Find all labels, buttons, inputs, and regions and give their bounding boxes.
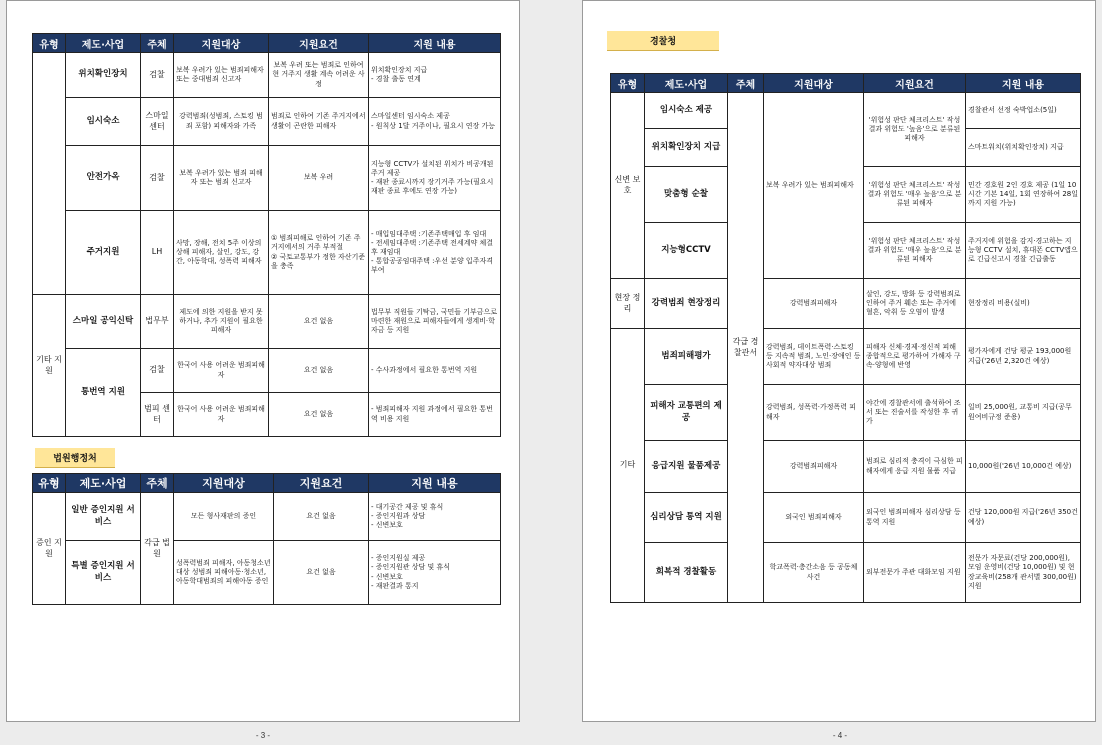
type-cell: 기타 — [611, 329, 645, 603]
header-content: 지원 내용 — [369, 474, 501, 493]
target-cell: 강력범죄피해자 — [764, 441, 864, 493]
requirement-cell: 요건 없음 — [274, 541, 369, 605]
target-cell: 외국인 범죄피해자 — [764, 493, 864, 543]
target-cell: 강력범죄, 데이트폭력·스토킹 등 지속적 범죄, 노인·장애인 등 사회적 약자대상 범죄 — [764, 329, 864, 385]
content-line: - 증인지원관 상담 및 휴식 — [371, 563, 451, 572]
table-row — [33, 146, 501, 211]
content-cell — [369, 53, 501, 98]
program-name: 응급지원 물품제공 — [645, 441, 728, 493]
content-line: - 증인지원실 제공 — [371, 554, 426, 563]
org-cell: 각급 법원 — [141, 493, 174, 605]
org-cell: 각급 경찰관서 — [728, 93, 764, 603]
target-cell: 성폭력범죄 피해자, 아동청소년 대상 성범죄 피해아동·청소년, 아동학대범죄의 피해아동 증인 — [174, 541, 274, 605]
header-requirement: 지원요건 — [864, 74, 966, 93]
program-name: 맞춤형 순찰 — [645, 167, 728, 223]
target-cell: 사망, 장해, 전치 5주 이상의 상해 피해자, 살인, 강도, 강간, 아동학대, 성폭력 피해자 — [174, 211, 269, 295]
program-name: 주거지원 — [66, 211, 141, 295]
table-header-row — [33, 34, 501, 53]
table-row — [611, 543, 1081, 603]
content-cell: - 범죄피해자 지원 과정에서 필요한 통번역 비용 지원 — [369, 393, 501, 437]
type-cell: 신변 보호 — [611, 93, 645, 279]
table-row — [33, 53, 501, 98]
program-name: 강력범죄 현장정리 — [645, 279, 728, 329]
content-cell — [369, 493, 501, 541]
content-line: - 재판결과 통지 — [371, 581, 419, 590]
content-line: - 신변보호 — [371, 572, 403, 581]
target-cell: 한국어 사용 어려운 범죄피해자 — [174, 393, 269, 437]
content-line: 위치확인장치 지급 — [371, 65, 428, 74]
requirement-cell: 야간에 경찰관서에 출석하여 조서 또는 진술서를 작성한 후 귀가 — [864, 385, 966, 441]
content-cell: 주거지에 위험을 감지·경고하는 지능형 CCTV 설치, 휴대폰 CCTV앱으로 긴급신고시 경찰 긴급출동 — [966, 223, 1081, 279]
org-cell: 검찰 — [141, 53, 174, 98]
requirement-cell: 요건 없음 — [269, 349, 369, 393]
program-name: 임시숙소 제공 — [645, 93, 728, 129]
content-cell: 민간 경호원 2인 경호 제공 (1일 10시간 기본 14일, 1회 연장하여 28일까지 지원 가능) — [966, 167, 1081, 223]
target-cell: 보복 우려가 있는 범죄피해자 — [764, 93, 864, 279]
program-name: 스마일 공익신탁 — [66, 295, 141, 349]
content-cell — [369, 98, 501, 146]
target-cell: 한국어 사용 어려운 범죄피해자 — [174, 349, 269, 393]
type-cell: 현장 정리 — [611, 279, 645, 329]
content-line: 지능형 CCTV가 설치된 위치가 비공개된 주거 제공 — [371, 159, 494, 177]
content-cell — [369, 211, 501, 295]
court-witness-table — [32, 473, 501, 605]
content-cell: 현장정리 비용(실비) — [966, 279, 1081, 329]
target-cell: 모든 형사재판의 증인 — [174, 493, 274, 541]
program-name: 통번역 지원 — [66, 349, 141, 437]
target-cell: 강력범죄, 성폭력·가정폭력 피해자 — [764, 385, 864, 441]
content-cell: 스마트워치(위치확인장치) 지급 — [966, 129, 1081, 167]
header-content: 지원 내용 — [966, 74, 1081, 93]
content-line: - 증인지원과 상담 — [371, 511, 426, 520]
header-type: 유형 — [611, 74, 645, 93]
target-cell: 강력범죄(성범죄, 스토킹 범죄 포함) 피해자와 가족 — [174, 98, 269, 146]
table-row — [33, 349, 501, 393]
page-3 — [6, 0, 520, 722]
requirement-line: ① 범죄피해로 인하여 기존 주거지에서의 거주 부적절 — [271, 234, 361, 252]
org-cell: 검찰 — [141, 349, 174, 393]
requirement-cell: 피해자 신체·경제·정신적 피해 종합적으로 평가하여 가해자 구속·양형에 반영 — [864, 329, 966, 385]
section-court-title: 법원행정처 — [35, 448, 115, 468]
org-cell: 검찰 — [141, 146, 174, 211]
requirement-cell: '위험성 판단 체크리스트' 작성 결과 위험도 '매우 높음'으로 분류된 피해자 — [864, 223, 966, 279]
header-program: 제도·사업 — [66, 474, 141, 493]
target-cell: 보복 우려가 있는 범죄 피해자 또는 범죄 신고자 — [174, 146, 269, 211]
table-header-row — [611, 74, 1081, 93]
requirement-cell: 범죄로 심리적 충격이 극심한 피해자에게 응급 지원 물품 지급 — [864, 441, 966, 493]
content-cell: 건당 120,000원 지급('26년 350건 예상) — [966, 493, 1081, 543]
content-line: - 재판 종료시까지 장기거주 가능(필요시 재판 종료 후에도 연장 가능) — [371, 178, 494, 196]
program-name: 위치확인장치 지급 — [645, 129, 728, 167]
content-line: - 통합공공임대주택 :우선 분양 입주자격 부여 — [371, 257, 493, 275]
page-4 — [582, 0, 1096, 722]
table-row — [33, 211, 501, 295]
program-name: 범죄피해평가 — [645, 329, 728, 385]
header-program: 제도·사업 — [66, 34, 141, 53]
header-content: 지원 내용 — [369, 34, 501, 53]
page-number: - 3 - — [255, 731, 271, 740]
content-cell — [369, 146, 501, 211]
table-row — [33, 98, 501, 146]
table-header-row — [33, 474, 501, 493]
requirement-cell: 외부전문가 주관 대화모임 지원 — [864, 543, 966, 603]
requirement-cell — [269, 211, 369, 295]
target-cell: 학교폭력·층간소음 등 공동체 사건 — [764, 543, 864, 603]
police-support-table — [610, 73, 1081, 603]
header-org: 주체 — [141, 34, 174, 53]
content-cell: 일비 25,000원, 교통비 지급(공무원여비규정 준용) — [966, 385, 1081, 441]
program-name: 특별 증인지원 서비스 — [66, 541, 141, 605]
table-row — [611, 93, 1081, 129]
content-line: - 전세임대주택 :기존주택 전세계약 체결 후 재임대 — [371, 238, 493, 256]
header-requirement: 지원요건 — [269, 34, 369, 53]
table-row — [33, 493, 501, 541]
requirement-cell: '위험성 판단 체크리스트' 작성 결과 위험도 '매우 높음'으로 분류된 피해자 — [864, 167, 966, 223]
content-cell — [369, 541, 501, 605]
header-target: 지원대상 — [174, 474, 274, 493]
content-line: 스마일센터 임시숙소 제공 — [371, 112, 450, 121]
requirement-cell: 요건 없음 — [269, 393, 369, 437]
requirement-cell: 보복 우려 — [269, 146, 369, 211]
type-cell: 증인 지원 — [33, 493, 66, 605]
requirement-cell: '위험성 판단 체크리스트' 작성 결과 위험도 '높음'으로 분류된 피해자 — [864, 93, 966, 167]
header-org: 주체 — [728, 74, 764, 93]
page-number: - 4 - — [832, 731, 848, 740]
requirement-cell: 범죄로 인하여 기존 주거지에서 생활이 곤란한 피해자 — [269, 98, 369, 146]
program-name: 심리상담 통역 지원 — [645, 493, 728, 543]
org-cell: LH — [141, 211, 174, 295]
content-line: - 경찰 출동 연계 — [371, 75, 421, 83]
victim-support-table — [32, 33, 501, 437]
header-type: 유형 — [33, 474, 66, 493]
table-row — [611, 441, 1081, 493]
requirement-line: ② 국토교통부가 정한 자산기준을 충족 — [271, 252, 366, 270]
org-cell: 법무부 — [141, 295, 174, 349]
header-target: 지원대상 — [764, 74, 864, 93]
requirement-cell: 요건 없음 — [274, 493, 369, 541]
target-cell: 제도에 의한 지원을 받지 못하거나, 추가 지원이 필요한 피해자 — [174, 295, 269, 349]
header-target: 지원대상 — [174, 34, 269, 53]
content-cell: 전문가 자문료(건당 200,000원), 모임 운영비(건당 10,000원) 및 현장교육비(258개 관서별 300,00원) 지원 — [966, 543, 1081, 603]
content-cell: 10,000원('26년 10,000건 예상) — [966, 441, 1081, 493]
program-name: 일반 증인지원 서비스 — [66, 493, 141, 541]
program-name: 임시숙소 — [66, 98, 141, 146]
requirement-cell: 요건 없음 — [269, 295, 369, 349]
content-cell: 평가자에게 건당 평균 193,000원 지급('26년 2,320건 예상) — [966, 329, 1081, 385]
content-line: - 원칙상 1달 거주이나, 필요시 연장 가능 — [371, 121, 495, 130]
program-name: 지능형CCTV — [645, 223, 728, 279]
program-name: 안전가옥 — [66, 146, 141, 211]
header-requirement: 지원요건 — [274, 474, 369, 493]
requirement-cell: 외국인 범죄피해자 심리상담 등 통역 지원 — [864, 493, 966, 543]
table-row — [33, 541, 501, 605]
type-cell-empty — [33, 53, 66, 295]
content-line: - 매입임대주택 :기존주택매입 후 임대 — [371, 229, 487, 238]
org-cell: 스마일 센터 — [141, 98, 174, 146]
program-name: 회복적 경찰활동 — [645, 543, 728, 603]
header-type: 유형 — [33, 34, 66, 53]
program-name: 피해자 교통편의 제공 — [645, 385, 728, 441]
header-program: 제도·사업 — [645, 74, 728, 93]
table-row — [611, 279, 1081, 329]
program-name: 위치확인장치 — [66, 53, 141, 98]
section-police-title: 경찰청 — [607, 31, 719, 51]
content-cell: 경찰관서 선정 숙박업소(5일) — [966, 93, 1081, 129]
table-row — [611, 493, 1081, 543]
table-row — [33, 295, 501, 349]
target-cell: 강력범죄피해자 — [764, 279, 864, 329]
table-row — [611, 329, 1081, 385]
content-cell: 법무부 직원들 기탁금, 국민들 기부금으로 마련한 재원으로 피해자들에게 생계비·학자금 등 지원 — [369, 295, 501, 349]
header-org: 주체 — [141, 474, 174, 493]
table-row — [611, 385, 1081, 441]
content-cell: - 수사과정에서 필요한 통번역 지원 — [369, 349, 501, 393]
org-cell: 범피 센터 — [141, 393, 174, 437]
type-cell: 기타 지원 — [33, 295, 66, 437]
content-line: - 대기공간 제공 및 휴식 — [371, 502, 444, 511]
requirement-cell: 보복 우려 또는 범죄로 인하여 현 거주지 생활 계속 어려운 사정 — [269, 53, 369, 98]
requirement-cell: 살인, 강도, 방화 등 강력범죄로 인하여 주거 훼손 또는 주거에 혈흔, 악취 등 오염이 발생 — [864, 279, 966, 329]
target-cell: 보복 우려가 있는 범죄피해자 또는 중대범죄 신고자 — [174, 53, 269, 98]
content-line: - 신변보호 — [371, 521, 403, 530]
